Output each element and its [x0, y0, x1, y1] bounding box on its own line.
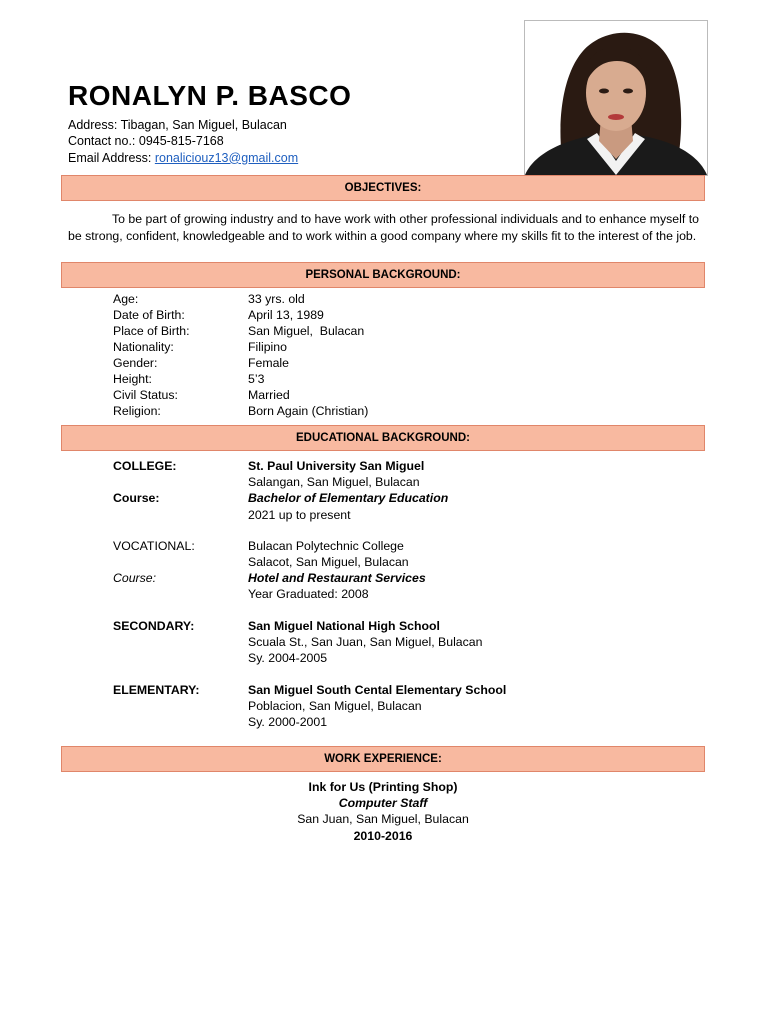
elementary-school: San Miguel South Cental Elementary School	[248, 683, 507, 697]
personal-value: April 13, 1989	[248, 308, 324, 322]
secondary-address: Scuala St., San Juan, San Miguel, Bulacan	[248, 635, 483, 649]
personal-label: Nationality:	[113, 340, 174, 354]
vocational-years: Year Graduated: 2008	[248, 587, 369, 601]
address-line: Address: Tibagan, San Miguel, Bulacan	[68, 118, 287, 132]
vocational-course-label: Course:	[113, 571, 157, 585]
college-address: Salangan, San Miguel, Bulacan	[248, 475, 420, 489]
educational-background-header: EDUCATIONAL BACKGROUND:	[61, 425, 705, 451]
work-years: 2010-2016	[353, 828, 413, 843]
elementary-label: ELEMENTARY:	[113, 683, 200, 697]
college-years: 2021 up to present	[248, 508, 351, 522]
personal-label: Religion:	[113, 404, 161, 418]
secondary-years: Sy. 2004-2005	[248, 651, 328, 665]
work-location: San Juan, San Miguel, Bulacan	[297, 812, 469, 827]
objective-text: To be part of growing industry and to have work with other professional individuals and to enhance myself to be strong, confident, knowledgeable and to work within a good company where my skills fit to the interest of the job.	[68, 212, 699, 243]
applicant-photo	[524, 20, 708, 176]
work-experience-header: WORK EXPERIENCE:	[61, 746, 705, 772]
email-link[interactable]: ronaliciouz13@gmail.com	[154, 150, 299, 165]
college-course-label: Course:	[113, 491, 160, 505]
vocational-course: Hotel and Restaurant Services	[248, 571, 426, 585]
personal-label: Age:	[113, 292, 139, 306]
objectives-header: OBJECTIVES:	[61, 175, 705, 201]
personal-background-header: PERSONAL BACKGROUND:	[61, 262, 705, 288]
elementary-years: Sy. 2000-2001	[248, 715, 328, 729]
portrait-image	[525, 21, 707, 175]
college-school: St. Paul University San Miguel	[248, 459, 425, 473]
secondary-label: SECONDARY:	[113, 619, 195, 633]
contact-number-line: Contact no.: 0945-815-7168	[68, 134, 224, 149]
vocational-label: VOCATIONAL:	[113, 539, 195, 553]
college-label: COLLEGE:	[113, 459, 177, 473]
elementary-address: Poblacion, San Miguel, Bulacan	[248, 699, 422, 713]
personal-label: Place of Birth:	[113, 324, 190, 338]
work-entry	[61, 779, 705, 844]
personal-value: Female	[248, 356, 290, 370]
personal-label: Height:	[113, 372, 152, 386]
personal-value: Born Again (Christian)	[248, 404, 369, 418]
contact-block	[68, 117, 298, 166]
personal-value: Filipino	[248, 340, 287, 354]
email-label: Email Address:	[68, 150, 155, 165]
personal-label: Date of Birth:	[113, 308, 185, 322]
personal-value: San Miguel, Bulacan	[248, 324, 365, 338]
personal-value: 5’3	[248, 372, 265, 386]
work-position: Computer Staff	[338, 796, 428, 811]
work-company: Ink for Us (Printing Shop)	[308, 780, 458, 794]
vocational-school: Bulacan Polytechnic College	[248, 539, 404, 553]
personal-label: Civil Status:	[113, 388, 178, 402]
secondary-school: San Miguel National High School	[248, 619, 440, 633]
personal-value: 33 yrs. old	[248, 292, 305, 306]
email-line	[68, 150, 298, 166]
personal-value: Married	[248, 388, 290, 402]
vocational-address: Salacot, San Miguel, Bulacan	[248, 555, 409, 569]
applicant-name: RONALYN P. BASCO	[68, 80, 352, 111]
college-course: Bachelor of Elementary Education	[248, 491, 449, 505]
personal-label: Gender:	[113, 356, 158, 370]
